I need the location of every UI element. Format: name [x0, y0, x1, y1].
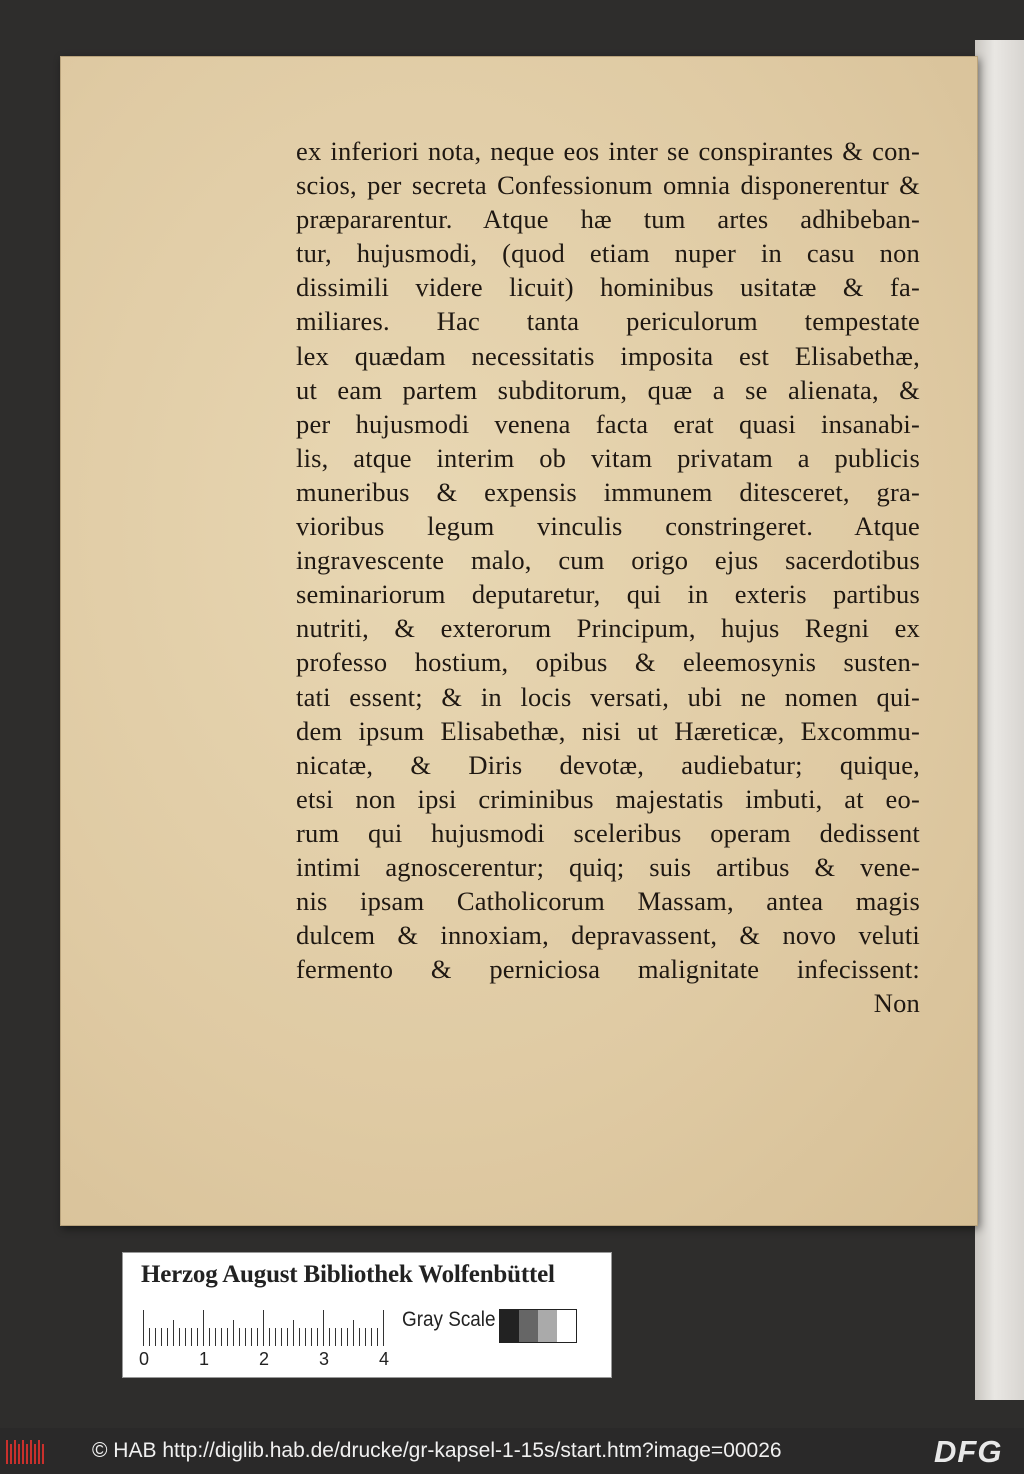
- ruler-tick: [353, 1320, 354, 1346]
- ruler-label-1: 1: [199, 1349, 210, 1369]
- ruler-tick: [149, 1328, 150, 1346]
- text-line: præpararentur. Atque hæ tum artes adhibeban-: [296, 204, 920, 235]
- ruler-tick: [323, 1310, 324, 1346]
- ruler-tick: [191, 1328, 192, 1346]
- ruler-tick: [341, 1328, 342, 1346]
- swatch-dark-gray: [519, 1310, 538, 1342]
- ruler-tick: [173, 1320, 174, 1346]
- ruler-tick: [239, 1328, 240, 1346]
- text-line: fermento & perniciosa malignitate infecissent:: [296, 954, 920, 985]
- ruler-tick: [293, 1320, 294, 1346]
- ruler-tick: [185, 1328, 186, 1346]
- swatch-light-gray: [538, 1310, 557, 1342]
- copyright-link[interactable]: © HAB http://diglib.hab.de/drucke/gr-kapsel-1-15s/start.htm?image=00026: [92, 1439, 782, 1462]
- ruler-tick: [371, 1328, 372, 1346]
- text-line: scios, per secreta Confessionum omnia disponerentur &: [296, 170, 920, 201]
- ruler-tick: [311, 1328, 312, 1346]
- ruler-tick: [329, 1328, 330, 1346]
- ruler-tick: [245, 1328, 246, 1346]
- ruler-tick: [233, 1320, 234, 1346]
- ruler-tick: [365, 1328, 366, 1346]
- ruler-label-4: 4: [379, 1349, 390, 1369]
- swatch-white: [557, 1310, 576, 1342]
- ruler-label-0: 0: [139, 1349, 150, 1369]
- barcode-icon: [4, 1438, 48, 1466]
- ruler-tick: [251, 1328, 252, 1346]
- swatch-black: [500, 1310, 519, 1342]
- gray-scale-swatches: [499, 1309, 577, 1343]
- text-line: ingravescente malo, cum origo ejus sacerdotibus: [296, 545, 920, 576]
- ruler-tick: [209, 1328, 210, 1346]
- ruler-tick: [287, 1328, 288, 1346]
- ruler-tick: [215, 1328, 216, 1346]
- ruler-tick: [263, 1310, 264, 1346]
- ruler-tick: [203, 1310, 204, 1346]
- ruler-tick: [299, 1328, 300, 1346]
- ruler-tick: [161, 1328, 162, 1346]
- text-line: ex inferiori nota, neque eos inter se conspirantes & con-: [296, 136, 920, 166]
- text-line: vioribus legum vinculis constringeret. Atque: [296, 511, 920, 542]
- ruler-tick: [347, 1328, 348, 1346]
- text-line: dulcem & innoxiam, depravassent, & novo veluti: [296, 920, 920, 951]
- text-line: tur, hujusmodi, (quod etiam nuper in casu non: [296, 238, 920, 269]
- ruler-tick: [167, 1328, 168, 1346]
- ruler-tick: [227, 1328, 228, 1346]
- text-line: Non: [873, 988, 920, 1019]
- ruler-tick: [221, 1328, 222, 1346]
- text-line: seminariorum deputaretur, qui in exteris partibus: [296, 579, 920, 610]
- ruler-tick: [305, 1328, 306, 1346]
- ruler-label-2: 2: [259, 1349, 270, 1369]
- text-line: miliares. Hac tanta periculorum tempestate: [296, 306, 920, 337]
- text-line: dem ipsum Elisabethæ, nisi ut Hæreticæ, Excommu-: [296, 715, 920, 746]
- text-line: rum qui hujusmodi sceleribus operam dedissent: [296, 817, 920, 848]
- ruler-tick: [281, 1328, 282, 1346]
- text-line: nis ipsam Catholicorum Massam, antea magis: [296, 886, 920, 917]
- viewer-footer: [0, 1428, 1024, 1474]
- text-line: dissimili videre licuit) hominibus usitatæ & fa-: [296, 272, 920, 303]
- ruler-tick: [377, 1328, 378, 1346]
- page-text: [296, 134, 920, 1020]
- ruler-tick: [383, 1310, 384, 1346]
- ruler-tick: [359, 1328, 360, 1346]
- text-line: lex quædam necessitatis imposita est Elisabethæ,: [296, 340, 920, 371]
- ruler-tick: [335, 1328, 336, 1346]
- text-line: lis, atque interim ob vitam privatam a publicis: [296, 442, 920, 473]
- text-line: nutriti, & exterorum Principum, hujus Regni ex: [296, 613, 920, 644]
- bleed-through-text: [300, 985, 900, 1007]
- ruler-tick: [257, 1328, 258, 1346]
- ruler-tick: [275, 1328, 276, 1346]
- library-name: Herzog August Bibliothek Wolfenbüttel: [141, 1261, 555, 1288]
- adjacent-page-edge: [975, 40, 1024, 1400]
- dfg-logo: DFG: [934, 1434, 1003, 1469]
- gray-scale-label: Gray Scale: [402, 1308, 496, 1331]
- text-line: per hujusmodi venena facta erat quasi insanabi-: [296, 408, 920, 439]
- ruler-tick: [317, 1328, 318, 1346]
- text-line: etsi non ipsi criminibus majestatis imbuti, at eo-: [296, 783, 920, 814]
- text-line: tati essent; & in locis versati, ubi ne nomen qui-: [296, 681, 920, 712]
- text-line: nicatæ, & Diris devotæ, audiebatur; quique,: [296, 749, 920, 780]
- ruler-tick: [269, 1328, 270, 1346]
- measure-ruler: [143, 1308, 387, 1346]
- text-line: muneribus & expensis immunem ditesceret, gra-: [296, 476, 920, 507]
- ruler-tick: [179, 1328, 180, 1346]
- ruler-label-3: 3: [319, 1349, 330, 1369]
- ruler-tick: [155, 1328, 156, 1346]
- ruler-tick: [197, 1328, 198, 1346]
- text-line: ut eam partem subditorum, quæ a se alienata, &: [296, 374, 920, 405]
- ruler-tick: [143, 1310, 144, 1346]
- text-line: intimi agnoscerentur; quiq; suis artibus & vene-: [296, 851, 920, 882]
- color-scale-card: [122, 1252, 612, 1378]
- text-line: professo hostium, opibus & eleemosynis susten-: [296, 647, 920, 678]
